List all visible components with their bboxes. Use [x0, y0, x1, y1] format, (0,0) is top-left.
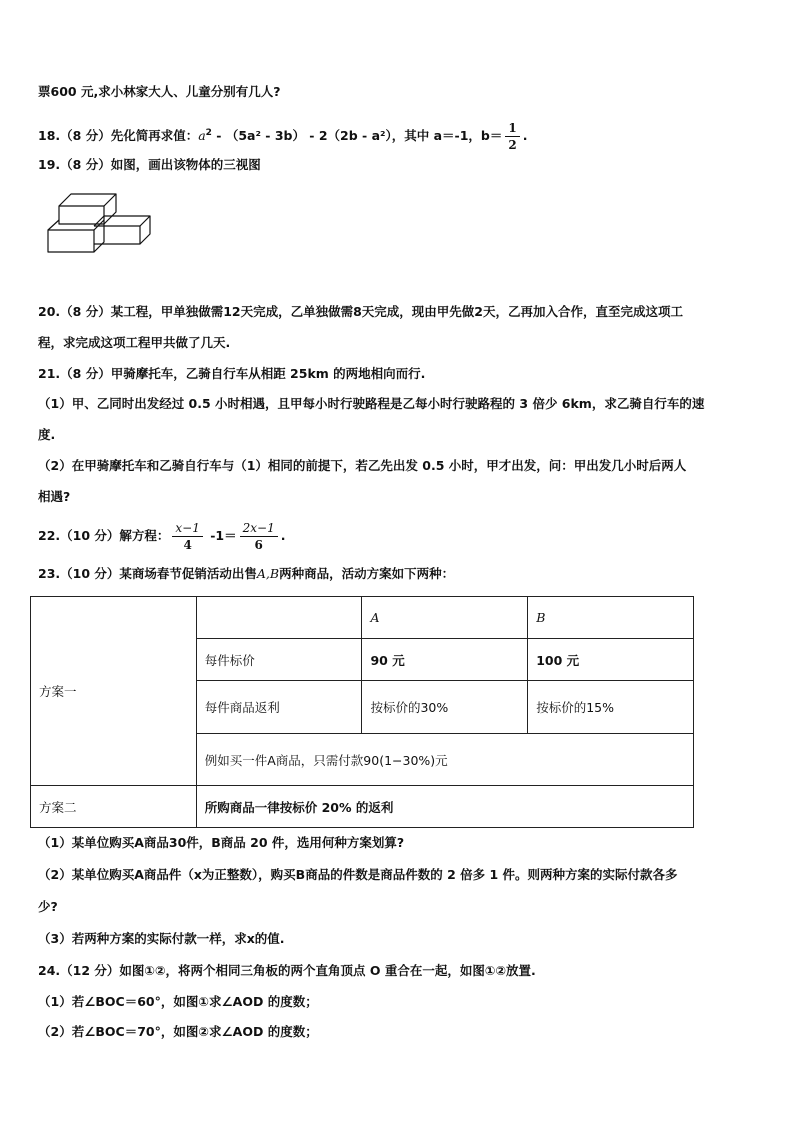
example-text: 例如买一件A商品，只需付款90(1−30%)元 [196, 734, 693, 786]
cube-figure [44, 186, 154, 258]
q23-stem-vars: A,B [256, 566, 280, 581]
rebate-b: 按标价的15% [528, 681, 694, 734]
plan-table [30, 596, 694, 828]
rebate-a: 按标价的30% [362, 681, 528, 734]
q23-p1: （1）某单位购买A商品30件，B商品 20 件，选用何种方案划算? [38, 835, 405, 850]
q20-line2: 程，求完成这项工程甲共做了几天. [38, 335, 231, 350]
q23-stem-a: 23.（10 分）某商场春节促销活动出售 [38, 566, 257, 581]
q24-p1: （1）若∠BOC＝60°，如图①求∠AOD 的度数； [38, 994, 318, 1009]
q18-end: . [522, 128, 528, 143]
header-blank [196, 597, 362, 639]
q18-frac-den: 2 [505, 136, 519, 153]
q18-frac-num: 1 [508, 121, 517, 135]
col-a-header: A [362, 597, 528, 639]
q19-text: 19.（8 分）如图，画出该物体的三视图 [38, 157, 261, 172]
q24-p2: （2）若∠BOC＝70°，如图②求∠AOD 的度数； [38, 1024, 318, 1039]
q22-end: . [280, 528, 286, 543]
q22 [38, 518, 285, 554]
q18-prefix: 18.（8 分）先化简再求值： [38, 128, 199, 143]
q22-lhs-den: 4 [172, 536, 202, 553]
price-label: 每件标价 [196, 639, 362, 681]
q18: 18.（8 分）先化简再求值：$a^2 - (5a^2 - 3b) - 2(2b - a^2)$，其中 a＝-1，b＝ $\frac{1}{2}$ . [38, 121, 528, 152]
rebate-label: 每件商品返利 [196, 681, 362, 734]
q18-expr-a: a [198, 128, 206, 143]
q22-prefix: 22.（10 分）解方程： [38, 528, 170, 543]
plan1-label: 方案一 [31, 597, 197, 786]
q22-mid: -1＝ [205, 528, 237, 543]
q21-p2-line1: （2）在甲骑摩托车和乙骑自行车与（1）相同的前提下，若乙先出发 0.5 小时，甲才出发，问：甲出发几小时后两人 [38, 458, 687, 473]
q18-expr-rest: - （5a² - 3b） - 2（2b - a²），其中 [211, 128, 434, 143]
table-row-header [31, 597, 694, 639]
plan2-label: 方案二 [31, 786, 197, 828]
q21-stem: 21.（8 分）甲骑摩托车，乙骑自行车从相距 25km 的两地相向而行. [38, 366, 426, 381]
q23-p2-line1: （2）某单位购买A商品件（x为正整数），购买B商品的件数是商品件数的 2 倍多 1 件。则两种方案的实际付款各多 [38, 867, 678, 882]
q21-p1-line1: （1）甲、乙同时出发经过 0.5 小时相遇，且甲每小时行驶路程是乙每小时行驶路程的 3 倍少 6km，求乙骑自行车的速 [38, 396, 705, 411]
table-row-plan2 [31, 786, 694, 828]
q22-rhs-fraction [240, 520, 278, 553]
q18-fraction [505, 120, 519, 153]
q21-p1-line2: 度. [38, 427, 56, 442]
q20-line1: 20.（8 分）某工程，甲单独做需12天完成，乙单独做需8天完成，现由甲先做2天，乙再加入合作，直至完成这项工 [38, 304, 683, 319]
q18-cond: a＝-1，b＝ [433, 128, 503, 143]
plan2-desc: 所购商品一律按标价 20% 的返利 [196, 786, 693, 828]
q22-lhs-num: x−1 [175, 521, 200, 535]
q17-tail: 票600 元,求小林家大人、儿童分别有几人? [38, 84, 281, 99]
q22-lhs-fraction [172, 520, 202, 553]
q22-rhs-den: 6 [240, 536, 278, 553]
price-b: 100 元 [528, 639, 694, 681]
price-a: 90 元 [362, 639, 528, 681]
q23-stem-b: 两种商品，活动方案如下两种： [279, 566, 455, 581]
col-b-header: B [528, 597, 694, 639]
q23-stem [38, 564, 454, 584]
q24-stem: 24.（12 分）如图①②，将两个相同三角板的两个直角顶点 O 重合在一起，如图①②放置. [38, 963, 536, 978]
q21-p2-line2: 相遇? [38, 489, 71, 504]
q23-p3: （3）若两种方案的实际付款一样，求x的值. [38, 931, 285, 946]
q22-rhs-num: 2x−1 [242, 521, 275, 535]
q23-p2-line2: 少? [38, 899, 58, 914]
